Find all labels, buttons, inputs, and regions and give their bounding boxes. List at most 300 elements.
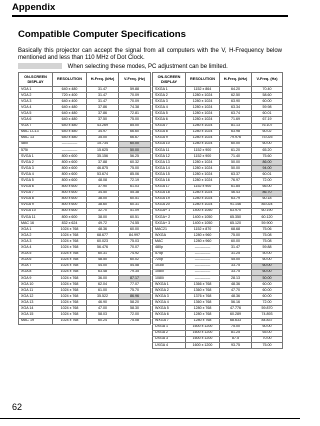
table-row (19, 318, 151, 324)
table-cell: 86.70 (252, 190, 283, 196)
table-cell: 59.900 (252, 221, 283, 227)
table-cell: 1280 x 1024 (186, 99, 220, 105)
table-cell: 46.875 (87, 166, 119, 172)
table-cell: 79.35 (119, 269, 151, 275)
table-cell: 75.00 (252, 342, 283, 348)
table-cell: 800 x 600 (53, 202, 87, 208)
table-cell: 71.40 (220, 154, 252, 160)
table-cell: 51.09 (119, 208, 151, 214)
table-cell: 56.25 (119, 154, 151, 160)
table-cell: 85.024 (252, 202, 283, 208)
table-cell: 65.120 (220, 221, 252, 227)
table-cell: SVGA 3 (19, 166, 53, 172)
table-cell: WXGA (153, 233, 186, 239)
table-cell: 59.870 (252, 306, 283, 312)
table-cell: 72.00 (252, 300, 283, 306)
table-cell: SXGA 16 (153, 178, 186, 184)
table-cell: 1280 x 1024 (186, 202, 220, 208)
table-cell: 48.36 (220, 282, 252, 288)
table-cell: 1024 x 768 (53, 239, 87, 245)
table-cell: XGA 8 (19, 269, 53, 275)
table-cell: 55.38 (119, 190, 151, 196)
table-cell: 56.476 (87, 245, 119, 251)
table-cell: 63.34 (220, 105, 252, 111)
table-cell: 74.893 (252, 312, 283, 318)
table-cell: 1280 x 1024 (186, 135, 220, 141)
table-cell: 1024 x 768 (53, 233, 87, 239)
table-cell: 53.674 (87, 172, 119, 178)
table-cell: 1280 x 1024 (186, 129, 220, 135)
table-cell: XGA 6 (19, 257, 53, 263)
table-cell: 800 x 600 (53, 172, 87, 178)
table-cell: ------------- (186, 263, 220, 269)
table-cell: 800 x 600 (53, 196, 87, 202)
table-cell: MAC (153, 239, 186, 245)
table-cell: 75.025 (252, 135, 283, 141)
table-cell: 1360 x 768 (186, 288, 220, 294)
table-cell: 1600 x 1200 (186, 330, 220, 336)
table-cell: 58.60 (252, 93, 283, 99)
table-cell: 47.776 (220, 306, 252, 312)
table-cell: 1024 x 768 (53, 306, 87, 312)
table-cell: 72.81 (119, 111, 151, 117)
intro-paragraph: Basically this projector can accept the signal from all computers with the V, H-Frequency below mentioned and less than 110 MHz of Dot Clock. (18, 48, 282, 62)
table-cell: 63.37 (220, 172, 252, 178)
table-cell: WXGA 2 (153, 288, 186, 294)
table-cell: 31.47 (87, 99, 119, 105)
table-cell: 60.02 (252, 129, 283, 135)
table-cell: 1024 x 768 (53, 275, 87, 281)
spec-table-right (152, 72, 283, 349)
table-cell: 33.75 (220, 263, 252, 269)
table-cell: 71.69 (220, 117, 252, 123)
table-cell: 575i (19, 147, 53, 153)
table-cell: 38.00 (87, 196, 119, 202)
table-cell: 720p (153, 257, 186, 263)
table-cell: 35.522 (87, 294, 119, 300)
table-cell: 31.25 (220, 251, 252, 257)
table-cell: 59.88 (119, 87, 151, 93)
table-cell: 800 x 600 (53, 184, 87, 190)
table-cell: 1400 x 1050 (186, 221, 220, 227)
table-row (153, 342, 283, 348)
table-cell: SXGA 6 (153, 117, 186, 123)
table-cell: 60.023 (87, 239, 119, 245)
table-cell: 34.97 (87, 129, 119, 135)
table-cell: XGA 4 (19, 245, 53, 251)
table-cell: SXGA 5 (153, 111, 186, 117)
table-cell: 59.88 (252, 245, 283, 251)
table-cell: UXGA 1 (153, 324, 186, 330)
table-cell: 50.00 (220, 166, 252, 172)
table-cell: 1152 x 900 (186, 154, 220, 160)
table-cell: ------------- (186, 257, 220, 263)
table-cell: SXGA 10 (153, 141, 186, 147)
table-cell: 60.24 (87, 318, 119, 324)
table-cell: 37.90 (87, 184, 119, 190)
table-cell: ------------- (53, 141, 87, 147)
table-cell: 75.08 (119, 318, 151, 324)
table-cell: 63.74 (220, 111, 252, 117)
table-cell: SXGA+ 1 (153, 208, 186, 214)
table-cell: VGA 7 (19, 123, 53, 129)
table-cell: WXGA 5 (153, 306, 186, 312)
table-cell: 75.60 (252, 154, 283, 160)
table-cell: 67.19 (252, 117, 283, 123)
table-cell: 1152 x 900 (186, 184, 220, 190)
table-cell: SVGA 8 (19, 196, 53, 202)
table-cell: 68.68 (220, 227, 252, 233)
column-header: V-Freq. (Hz) (252, 73, 283, 87)
table-cell: 44.00 (87, 263, 119, 269)
table-cell: 50.00 (220, 160, 252, 166)
table-cell: 85.00 (119, 123, 151, 129)
table-cell: 1035i (153, 263, 186, 269)
table-cell: WXGA 6 (153, 312, 186, 318)
table-cell: MAC 19 (19, 318, 53, 324)
table-cell: SXGA 19 (153, 196, 186, 202)
table-cell: SVGA 5 (19, 178, 53, 184)
table-cell: 87.17 (119, 275, 151, 281)
table-cell: MAC 13 (19, 135, 53, 141)
table-cell: 35.156 (87, 154, 119, 160)
table-cell: 72.00 (119, 312, 151, 318)
table-cell: 46.43 (220, 190, 252, 196)
table-cell: 48.36 (220, 294, 252, 300)
table-cell: 1024 x 768 (53, 318, 87, 324)
table-cell: 640 x 480 (53, 117, 87, 123)
table-cell: 15.625 (87, 147, 119, 153)
table-cell: VGA 2 (19, 93, 53, 99)
table-cell: 32.70 (87, 208, 119, 214)
column-header: ON-SCREEN DISPLAY (153, 73, 186, 87)
table-cell: 1024 x 768 (53, 245, 87, 251)
column-header: H-Freq. (kHz) (220, 73, 252, 87)
page-number: 62 (12, 402, 23, 412)
table-cell: 87.5 (220, 336, 252, 342)
table-cell: 640 x 480 (53, 123, 87, 129)
table-cell: SXGA 3 (153, 99, 186, 105)
table-cell: ------------- (186, 269, 220, 275)
table-cell: 1024 x 768 (53, 269, 87, 275)
table-cell: 75.08 (252, 233, 283, 239)
table-cell: XGA 2 (19, 233, 53, 239)
table-cell: 43.269 (87, 123, 119, 129)
table-cell: 70.09 (119, 99, 151, 105)
table-cell: 1024 x 768 (53, 294, 87, 300)
table-cell: 1152 x 870 (186, 227, 220, 233)
table-cell: 74.92 (119, 251, 151, 257)
column-header: RESOLUTION (53, 73, 87, 87)
table-cell: SVGA 11 (19, 214, 53, 220)
table-cell: SXGA 1 (153, 87, 186, 93)
table-cell: 72.00 (252, 178, 283, 184)
table-cell: 60.00 (119, 141, 151, 147)
table-cell: XGA 10 (19, 282, 53, 288)
table-cell: 75.00 (119, 166, 151, 172)
table-cell: 45.00 (220, 257, 252, 263)
table-cell: 68.633 (220, 318, 252, 324)
table-cell: 60.289 (220, 312, 252, 318)
table-cell: 75.00 (220, 324, 252, 330)
table-cell: SXGA 15 (153, 172, 186, 178)
table-cell: 37.86 (87, 105, 119, 111)
table-cell: 85.06 (119, 172, 151, 178)
table-cell: 37.88 (87, 160, 119, 166)
table-cell: XGA 13 (19, 300, 53, 306)
table-cell: 1152 x 900 (186, 147, 220, 153)
table-cell: 1600 x 1200 (186, 336, 220, 342)
table-cell: XGA 3 (19, 239, 53, 245)
table-cell: 47.70 (220, 288, 252, 294)
table-cell: 1376 x 768 (186, 294, 220, 300)
table-cell: SXGA 4 (153, 105, 186, 111)
table-cell: 60.00 (252, 294, 283, 300)
table-cell: 800 x 600 (53, 190, 87, 196)
table-cell: SXGA+ 3 (153, 221, 186, 227)
column-header: H-Freq. (kHz) (87, 73, 119, 87)
table-cell: 60.00 (252, 263, 283, 269)
table-cell: 56.16 (220, 300, 252, 306)
table-cell: 1280 x 1024 (186, 93, 220, 99)
table-cell: 1400 x 1050 (186, 208, 220, 214)
table-cell: 1280 x 960 (186, 233, 220, 239)
table-cell: 800 x 600 (53, 154, 87, 160)
table-cell: SVGA 2 (19, 160, 53, 166)
table-cell: XGA 11 (19, 288, 53, 294)
table-cell: 1280 x 1024 (186, 160, 220, 166)
table-cell: 86.96 (119, 294, 151, 300)
table-cell: 63.79 (220, 196, 252, 202)
table-cell: 66.67 (119, 135, 151, 141)
table-cell: SVGA 6 (19, 184, 53, 190)
table-cell: SXGA 13 (153, 160, 186, 166)
table-cell: SXGA 20 (153, 202, 186, 208)
table-cell: 640 x 480 (53, 105, 87, 111)
table-cell: 31.47 (87, 93, 119, 99)
table-cell: 1024 x 768 (53, 312, 87, 318)
appendix-header: Appendix (12, 2, 56, 13)
table-cell: 63.970 (220, 208, 252, 214)
table-cell: 31.47 (220, 245, 252, 251)
table-cell: VGA 6 (19, 117, 53, 123)
table-cell: 81.13 (220, 123, 252, 129)
table-cell: 60.00 (252, 257, 283, 263)
table-cell: MAC LC13 (19, 129, 53, 135)
table-cell: 70.07 (119, 245, 151, 251)
table-cell: 1024 x 768 (53, 288, 87, 294)
table-cell: VGA 5 (19, 111, 53, 117)
table-cell: 46.90 (87, 300, 119, 306)
table-cell: 640 x 480 (53, 111, 87, 117)
spec-table-left (18, 72, 151, 325)
note-text: When selecting these modes, PC adjustment can be limited. (67, 64, 228, 70)
table-cell: 480p (153, 245, 186, 251)
table-cell: 1280 x 768 (186, 318, 220, 324)
table-cell: 66.00 (252, 184, 283, 190)
table-cell: 50.00 (119, 147, 151, 153)
table-cell: XGA 15 (19, 312, 53, 318)
table-cell: 75.08 (252, 239, 283, 245)
table-cell: SXGA 9 (153, 135, 186, 141)
table-cell: 94.00 (252, 166, 283, 172)
table-cell: XGA 14 (19, 306, 53, 312)
table-cell: 74.55 (119, 221, 151, 227)
table-cell: 75.06 (252, 227, 283, 233)
table-cell: 58.03 (87, 312, 119, 318)
table-cell: 60.120 (252, 214, 283, 220)
table-cell: 1280 x 1024 (186, 196, 220, 202)
table-cell: 60.31 (119, 202, 151, 208)
table-cell: 800 x 600 (53, 208, 87, 214)
table-cell: WXGA 4 (153, 300, 186, 306)
table-cell: SXGA 11 (153, 147, 186, 153)
table-cell: ------------- (53, 147, 87, 153)
table-cell: 1280 x 960 (186, 239, 220, 245)
table-cell: 60.00 (119, 227, 151, 233)
table-cell: 1280 x 1024 (186, 141, 220, 147)
column-header: ON-SCREEN DISPLAY (19, 73, 53, 87)
note-line (18, 63, 228, 71)
table-cell: 65.00 (252, 330, 283, 336)
table-cell: 76.107 (252, 123, 283, 129)
table-cell: 79.976 (220, 135, 252, 141)
table-cell: ------------- (186, 245, 220, 251)
table-cell: 1280 x 768 (186, 312, 220, 318)
table-cell: VGA 1 (19, 87, 53, 93)
table-cell: 63.48 (87, 269, 119, 275)
table-cell: 58.20 (119, 300, 151, 306)
table-cell: 1280 x 1024 (186, 123, 220, 129)
table-cell: 60.00 (252, 282, 283, 288)
table-cell: 60.00 (252, 269, 283, 275)
table-cell: 15.734 (87, 141, 119, 147)
table-cell: 86.00 (252, 160, 283, 166)
table-cell: 60.02 (119, 257, 151, 263)
table-cell: 62.50 (220, 93, 252, 99)
table-cell: 1600 x 1200 (186, 324, 220, 330)
table-cell: 1400 x 1050 (186, 214, 220, 220)
table-cell: 1024 x 768 (53, 263, 87, 269)
table-cell: 70.09 (119, 93, 151, 99)
table-cell: SXGA 14 (153, 166, 186, 172)
table-cell: 38.00 (87, 214, 119, 220)
table-cell: VGA 3 (19, 99, 53, 105)
table-cell: SXGA 2 (153, 93, 186, 99)
table-cell: 1152 x 864 (186, 87, 220, 93)
table-cell: VGA 4 (19, 105, 53, 111)
table-cell: 62.04 (87, 282, 119, 288)
note-swatch (18, 63, 62, 69)
table-cell: 68.677 (87, 233, 119, 239)
footer-rule (0, 418, 300, 419)
table-cell: 60.01 (252, 172, 283, 178)
table-cell: SVGA 10 (19, 208, 53, 214)
table-cell: 60.00 (252, 324, 283, 330)
table-cell: 91.146 (220, 202, 252, 208)
table-cell: 1360 x 768 (186, 300, 220, 306)
table-cell: 59.98 (252, 105, 283, 111)
table-cell: MAC21 (153, 227, 186, 233)
table-cell: 31.47 (87, 87, 119, 93)
table-cell: 575p (153, 251, 186, 257)
table-cell: 800 x 600 (53, 160, 87, 166)
table-cell: 1280 x 1024 (186, 172, 220, 178)
table-cell: SVGA 7 (19, 190, 53, 196)
table-cell: 48.08 (87, 178, 119, 184)
table-cell: 60.51 (119, 214, 151, 220)
table-cell: 49.72 (87, 221, 119, 227)
table-cell: MAC 16 (19, 221, 53, 227)
table-cell: 77.07 (119, 282, 151, 288)
table-cell: 832 x 624 (53, 221, 87, 227)
table-cell: 1600 x 1200 (186, 342, 220, 348)
table-cell: XGA 1 (19, 227, 53, 233)
table-cell: 60.01 (252, 111, 283, 117)
table-cell: SXGA+ 2 (153, 214, 186, 220)
table-cell: 70.00 (252, 336, 283, 342)
table-cell: 60.00 (220, 239, 252, 245)
table-cell: 75.00 (119, 117, 151, 123)
table-cell: 50.00 (252, 251, 283, 257)
table-cell: 1080i (153, 275, 186, 281)
table-cell: 64.20 (220, 87, 252, 93)
table-cell: 37.50 (87, 117, 119, 123)
table-cell: UXGA 2 (153, 330, 186, 336)
table-cell: 75.03 (119, 239, 151, 245)
table-cell: 1024 x 768 (53, 257, 87, 263)
table-cell: 65.350 (220, 214, 252, 220)
table-cell: 37.86 (87, 111, 119, 117)
table-cell: 640 x 480 (53, 129, 87, 135)
table-cell: 480i (19, 141, 53, 147)
table-cell: 60.32 (119, 160, 151, 166)
table-cell: UXGA 4 (153, 342, 186, 348)
table-cell: 60.00 (252, 99, 283, 105)
table-cell: SVGA 9 (19, 202, 53, 208)
column-header: V-Freq. (Hz) (119, 73, 151, 87)
table-cell: 54.58 (119, 263, 151, 269)
table-cell: 61.03 (119, 184, 151, 190)
table-cell: 75.70 (119, 288, 151, 294)
table-cell: 70.40 (252, 87, 283, 93)
table-cell: 1080i (153, 269, 186, 275)
table-cell: 84.837 (252, 318, 283, 324)
table-cell: 61.85 (220, 184, 252, 190)
table-cell: 1366 x 768 (186, 282, 220, 288)
table-cell: WXGA 3 (153, 294, 186, 300)
table-cell: 1024 x 768 (53, 300, 87, 306)
table-cell: SVGA 1 (19, 154, 53, 160)
table-cell: 93.75 (220, 342, 252, 348)
table-cell: 48.50 (87, 257, 119, 263)
table-cell: 75.00 (220, 233, 252, 239)
table-cell: 1024 x 768 (53, 282, 87, 288)
table-cell: 60.00 (220, 141, 252, 147)
table-cell: 720 x 400 (53, 93, 87, 99)
table-cell: 76.97 (220, 178, 252, 184)
table-cell: SXGA 17 (153, 184, 186, 190)
table-cell: 1024 x 768 (53, 227, 87, 233)
table-cell: 38.60 (87, 202, 119, 208)
table-cell: 60.00 (252, 141, 283, 147)
table-cell: 48.36 (87, 227, 119, 233)
table-cell: 28.13 (220, 275, 252, 281)
table-cell: 800 x 600 (53, 178, 87, 184)
table-cell: 81.25 (220, 330, 252, 336)
table-cell: 60.00 (252, 288, 283, 294)
table-cell: 60.190 (252, 208, 283, 214)
